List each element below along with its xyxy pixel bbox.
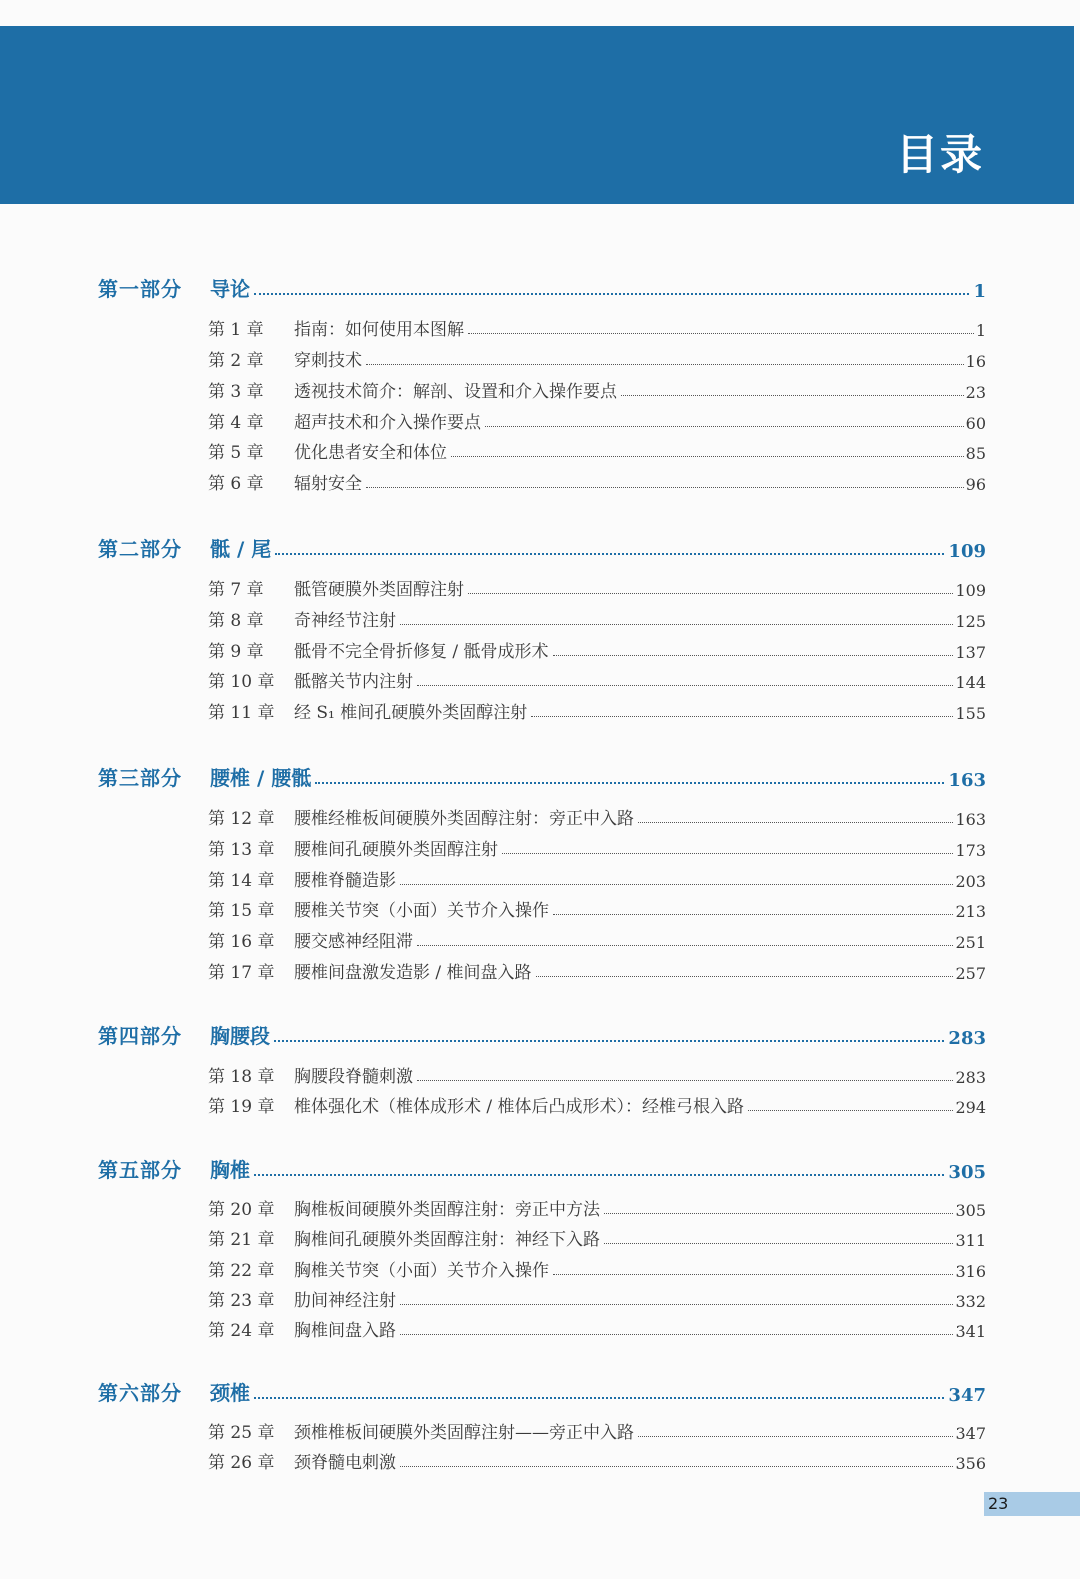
chapter-title: 骶骨不完全骨折修复 / 骶骨成形术 <box>294 642 549 662</box>
part-label: 第二部分 <box>98 537 182 561</box>
chapter-label: 第 13 章 <box>208 840 275 860</box>
chapter-label: 第 14 章 <box>208 871 275 891</box>
chapter-label: 第 3 章 <box>208 382 264 402</box>
part-label: 第一部分 <box>98 277 182 301</box>
part-label: 第三部分 <box>98 766 182 790</box>
chapter-page-number: 137 <box>955 643 986 662</box>
chapter-page-number: 316 <box>955 1262 986 1281</box>
dot-leader <box>468 593 953 594</box>
header-banner <box>0 26 1074 204</box>
chapter-page-number: 144 <box>955 673 986 692</box>
toc-chapter-entry[interactable] <box>208 1447 986 1473</box>
chapter-title: 腰椎关节突（小面）关节介入操作 <box>294 901 549 921</box>
chapter-page-number: 311 <box>955 1231 986 1250</box>
part-label: 第四部分 <box>98 1024 182 1048</box>
chapter-label: 第 23 章 <box>208 1291 275 1311</box>
chapter-title: 胸椎间孔硬膜外类固醇注射：神经下入路 <box>294 1230 600 1250</box>
toc-chapter-entry[interactable] <box>208 1315 986 1341</box>
dot-leader <box>536 976 954 977</box>
chapter-label: 第 6 章 <box>208 474 264 494</box>
chapter-title: 腰椎脊髓造影 <box>294 871 396 891</box>
chapter-title: 胸椎关节突（小面）关节介入操作 <box>294 1261 549 1281</box>
toc-chapter-entry[interactable] <box>208 957 986 983</box>
dot-leader <box>254 1397 944 1399</box>
chapter-title: 颈椎椎板间硬膜外类固醇注射——旁正中入路 <box>294 1423 634 1443</box>
toc-chapter-entry[interactable] <box>208 605 986 631</box>
dot-leader <box>366 364 964 365</box>
chapter-label: 第 5 章 <box>208 443 264 463</box>
chapter-page-number: 341 <box>955 1322 986 1341</box>
dot-leader <box>468 333 974 334</box>
dot-leader <box>638 1436 953 1437</box>
dot-leader <box>531 716 953 717</box>
toc-chapter-entry[interactable] <box>208 407 986 433</box>
part-label: 第六部分 <box>98 1381 182 1405</box>
toc-chapter-entry[interactable] <box>208 834 986 860</box>
part-page-number: 347 <box>948 1385 986 1406</box>
chapter-title: 骶髂关节内注射 <box>294 672 413 692</box>
chapter-label: 第 25 章 <box>208 1423 275 1443</box>
chapter-title: 骶管硬膜外类固醇注射 <box>294 580 464 600</box>
chapter-page-number: 1 <box>975 321 986 340</box>
chapter-title: 胸腰段脊髓刺激 <box>294 1067 413 1087</box>
chapter-label: 第 12 章 <box>208 809 275 829</box>
toc-part-entry[interactable] <box>98 757 986 791</box>
part-title: 导论 <box>210 277 250 301</box>
toc-chapter-entry[interactable] <box>208 1061 986 1087</box>
chapter-page-number: 283 <box>955 1068 986 1087</box>
toc-chapter-entry[interactable] <box>208 1091 986 1117</box>
toc-chapter-entry[interactable] <box>208 803 986 829</box>
chapter-title: 辐射安全 <box>294 474 362 494</box>
chapter-label: 第 26 章 <box>208 1453 275 1473</box>
chapter-page-number: 257 <box>955 964 986 983</box>
chapter-label: 第 9 章 <box>208 642 264 662</box>
dot-leader <box>604 1213 953 1214</box>
chapter-page-number: 294 <box>955 1098 986 1117</box>
chapter-page-number: 356 <box>955 1454 986 1473</box>
chapter-title: 腰椎经椎板间硬膜外类固醇注射：旁正中入路 <box>294 809 634 829</box>
dot-leader <box>451 456 964 457</box>
chapter-title: 腰椎间孔硬膜外类固醇注射 <box>294 840 498 860</box>
chapter-title: 胸椎板间硬膜外类固醇注射：旁正中方法 <box>294 1200 600 1220</box>
chapter-title: 胸椎间盘入路 <box>294 1321 396 1341</box>
part-title: 胸椎 <box>210 1158 250 1182</box>
chapter-label: 第 15 章 <box>208 901 275 921</box>
chapter-page-number: 125 <box>955 612 986 631</box>
chapter-label: 第 24 章 <box>208 1321 275 1341</box>
toc-part-entry[interactable] <box>98 268 986 302</box>
toc-chapter-entry[interactable] <box>208 926 986 952</box>
chapter-page-number: 60 <box>965 414 986 433</box>
part-title: 骶 / 尾 <box>210 537 272 561</box>
dot-leader <box>621 395 964 396</box>
toc-chapter-entry[interactable] <box>208 666 986 692</box>
part-page-number: 109 <box>948 541 986 562</box>
toc-chapter-entry[interactable] <box>208 314 986 340</box>
toc-chapter-entry[interactable] <box>208 376 986 402</box>
page-number-tab <box>984 1492 1080 1516</box>
chapter-page-number: 251 <box>955 933 986 952</box>
chapter-page-number: 213 <box>955 902 986 921</box>
chapter-page-number: 23 <box>965 383 986 402</box>
dot-leader <box>748 1110 953 1111</box>
chapter-label: 第 20 章 <box>208 1200 275 1220</box>
dot-leader <box>254 1174 944 1176</box>
chapter-title: 指南：如何使用本图解 <box>294 320 464 340</box>
dot-leader <box>417 1080 953 1081</box>
chapter-title: 优化患者安全和体位 <box>294 443 447 463</box>
dot-leader <box>417 945 953 946</box>
toc-chapter-entry[interactable] <box>208 1255 986 1281</box>
dot-leader <box>417 685 953 686</box>
dot-leader <box>400 884 953 885</box>
toc-part-entry[interactable] <box>98 1149 986 1183</box>
dot-leader <box>400 1334 953 1335</box>
dot-leader <box>553 1274 953 1275</box>
chapter-label: 第 11 章 <box>208 703 275 723</box>
page-number: 23 <box>988 1494 1009 1513</box>
toc-chapter-entry[interactable] <box>208 865 986 891</box>
chapter-page-number: 96 <box>965 475 986 494</box>
toc-chapter-entry[interactable] <box>208 468 986 494</box>
dot-leader <box>604 1243 953 1244</box>
chapter-label: 第 1 章 <box>208 320 264 340</box>
toc-chapter-entry[interactable] <box>208 895 986 921</box>
chapter-label: 第 16 章 <box>208 932 275 952</box>
dot-leader <box>275 553 944 555</box>
chapter-label: 第 22 章 <box>208 1261 275 1281</box>
chapter-label: 第 17 章 <box>208 963 275 983</box>
chapter-page-number: 347 <box>955 1424 986 1443</box>
chapter-title: 腰椎间盘激发造影 / 椎间盘入路 <box>294 963 532 983</box>
chapter-label: 第 10 章 <box>208 672 275 692</box>
chapter-title: 肋间神经注射 <box>294 1291 396 1311</box>
toc-chapter-entry[interactable] <box>208 1194 986 1220</box>
dot-leader <box>274 1040 944 1042</box>
chapter-page-number: 163 <box>955 810 986 829</box>
part-page-number: 1 <box>973 281 986 302</box>
dot-leader <box>553 914 953 915</box>
toc-part-entry[interactable] <box>98 528 986 562</box>
part-label: 第五部分 <box>98 1158 182 1182</box>
chapter-title: 经 S₁ 椎间孔硬膜外类固醇注射 <box>294 703 528 723</box>
dot-leader <box>638 822 953 823</box>
chapter-label: 第 2 章 <box>208 351 264 371</box>
part-title: 颈椎 <box>210 1381 250 1405</box>
chapter-page-number: 203 <box>955 872 986 891</box>
chapter-title: 奇神经节注射 <box>294 611 396 631</box>
chapter-label: 第 21 章 <box>208 1230 275 1250</box>
toc-chapter-entry[interactable] <box>208 437 986 463</box>
chapter-page-number: 173 <box>955 841 986 860</box>
chapter-title: 穿刺技术 <box>294 351 362 371</box>
dot-leader <box>400 624 953 625</box>
part-title: 腰椎 / 腰骶 <box>210 766 312 790</box>
chapter-title: 椎体强化术（椎体成形术 / 椎体后凸成形术）：经椎弓根入路 <box>294 1097 745 1117</box>
chapter-page-number: 109 <box>955 581 986 600</box>
dot-leader <box>400 1466 953 1467</box>
toc-chapter-entry[interactable] <box>208 574 986 600</box>
toc-chapter-entry[interactable] <box>208 636 986 662</box>
chapter-title: 颈脊髓电刺激 <box>294 1453 396 1473</box>
part-page-number: 163 <box>948 770 986 791</box>
chapter-page-number: 305 <box>955 1201 986 1220</box>
chapter-page-number: 155 <box>955 704 986 723</box>
dot-leader <box>502 853 953 854</box>
toc-part-entry[interactable] <box>98 1015 986 1049</box>
toc-chapter-entry[interactable] <box>208 345 986 371</box>
dot-leader <box>400 1304 953 1305</box>
dot-leader <box>366 487 964 488</box>
part-page-number: 305 <box>948 1162 986 1183</box>
toc-chapter-entry[interactable] <box>208 697 986 723</box>
chapter-label: 第 7 章 <box>208 580 264 600</box>
dot-leader <box>485 426 964 427</box>
chapter-page-number: 16 <box>965 352 986 371</box>
chapter-label: 第 18 章 <box>208 1067 275 1087</box>
part-page-number: 283 <box>948 1028 986 1049</box>
dot-leader <box>254 293 969 295</box>
chapter-title: 腰交感神经阻滞 <box>294 932 413 952</box>
dot-leader <box>315 782 944 784</box>
toc-chapter-entry[interactable] <box>208 1417 986 1443</box>
part-title: 胸腰段 <box>210 1024 270 1048</box>
chapter-page-number: 85 <box>965 444 986 463</box>
chapter-label: 第 19 章 <box>208 1097 275 1117</box>
toc-chapter-entry[interactable] <box>208 1285 986 1311</box>
chapter-title: 超声技术和介入操作要点 <box>294 413 481 433</box>
chapter-page-number: 332 <box>955 1292 986 1311</box>
chapter-title: 透视技术简介：解剖、设置和介入操作要点 <box>294 382 617 402</box>
toc-part-entry[interactable] <box>98 1372 986 1406</box>
toc-chapter-entry[interactable] <box>208 1224 986 1250</box>
page-title: 目录 <box>895 130 984 179</box>
dot-leader <box>553 655 954 656</box>
chapter-label: 第 4 章 <box>208 413 264 433</box>
chapter-label: 第 8 章 <box>208 611 264 631</box>
